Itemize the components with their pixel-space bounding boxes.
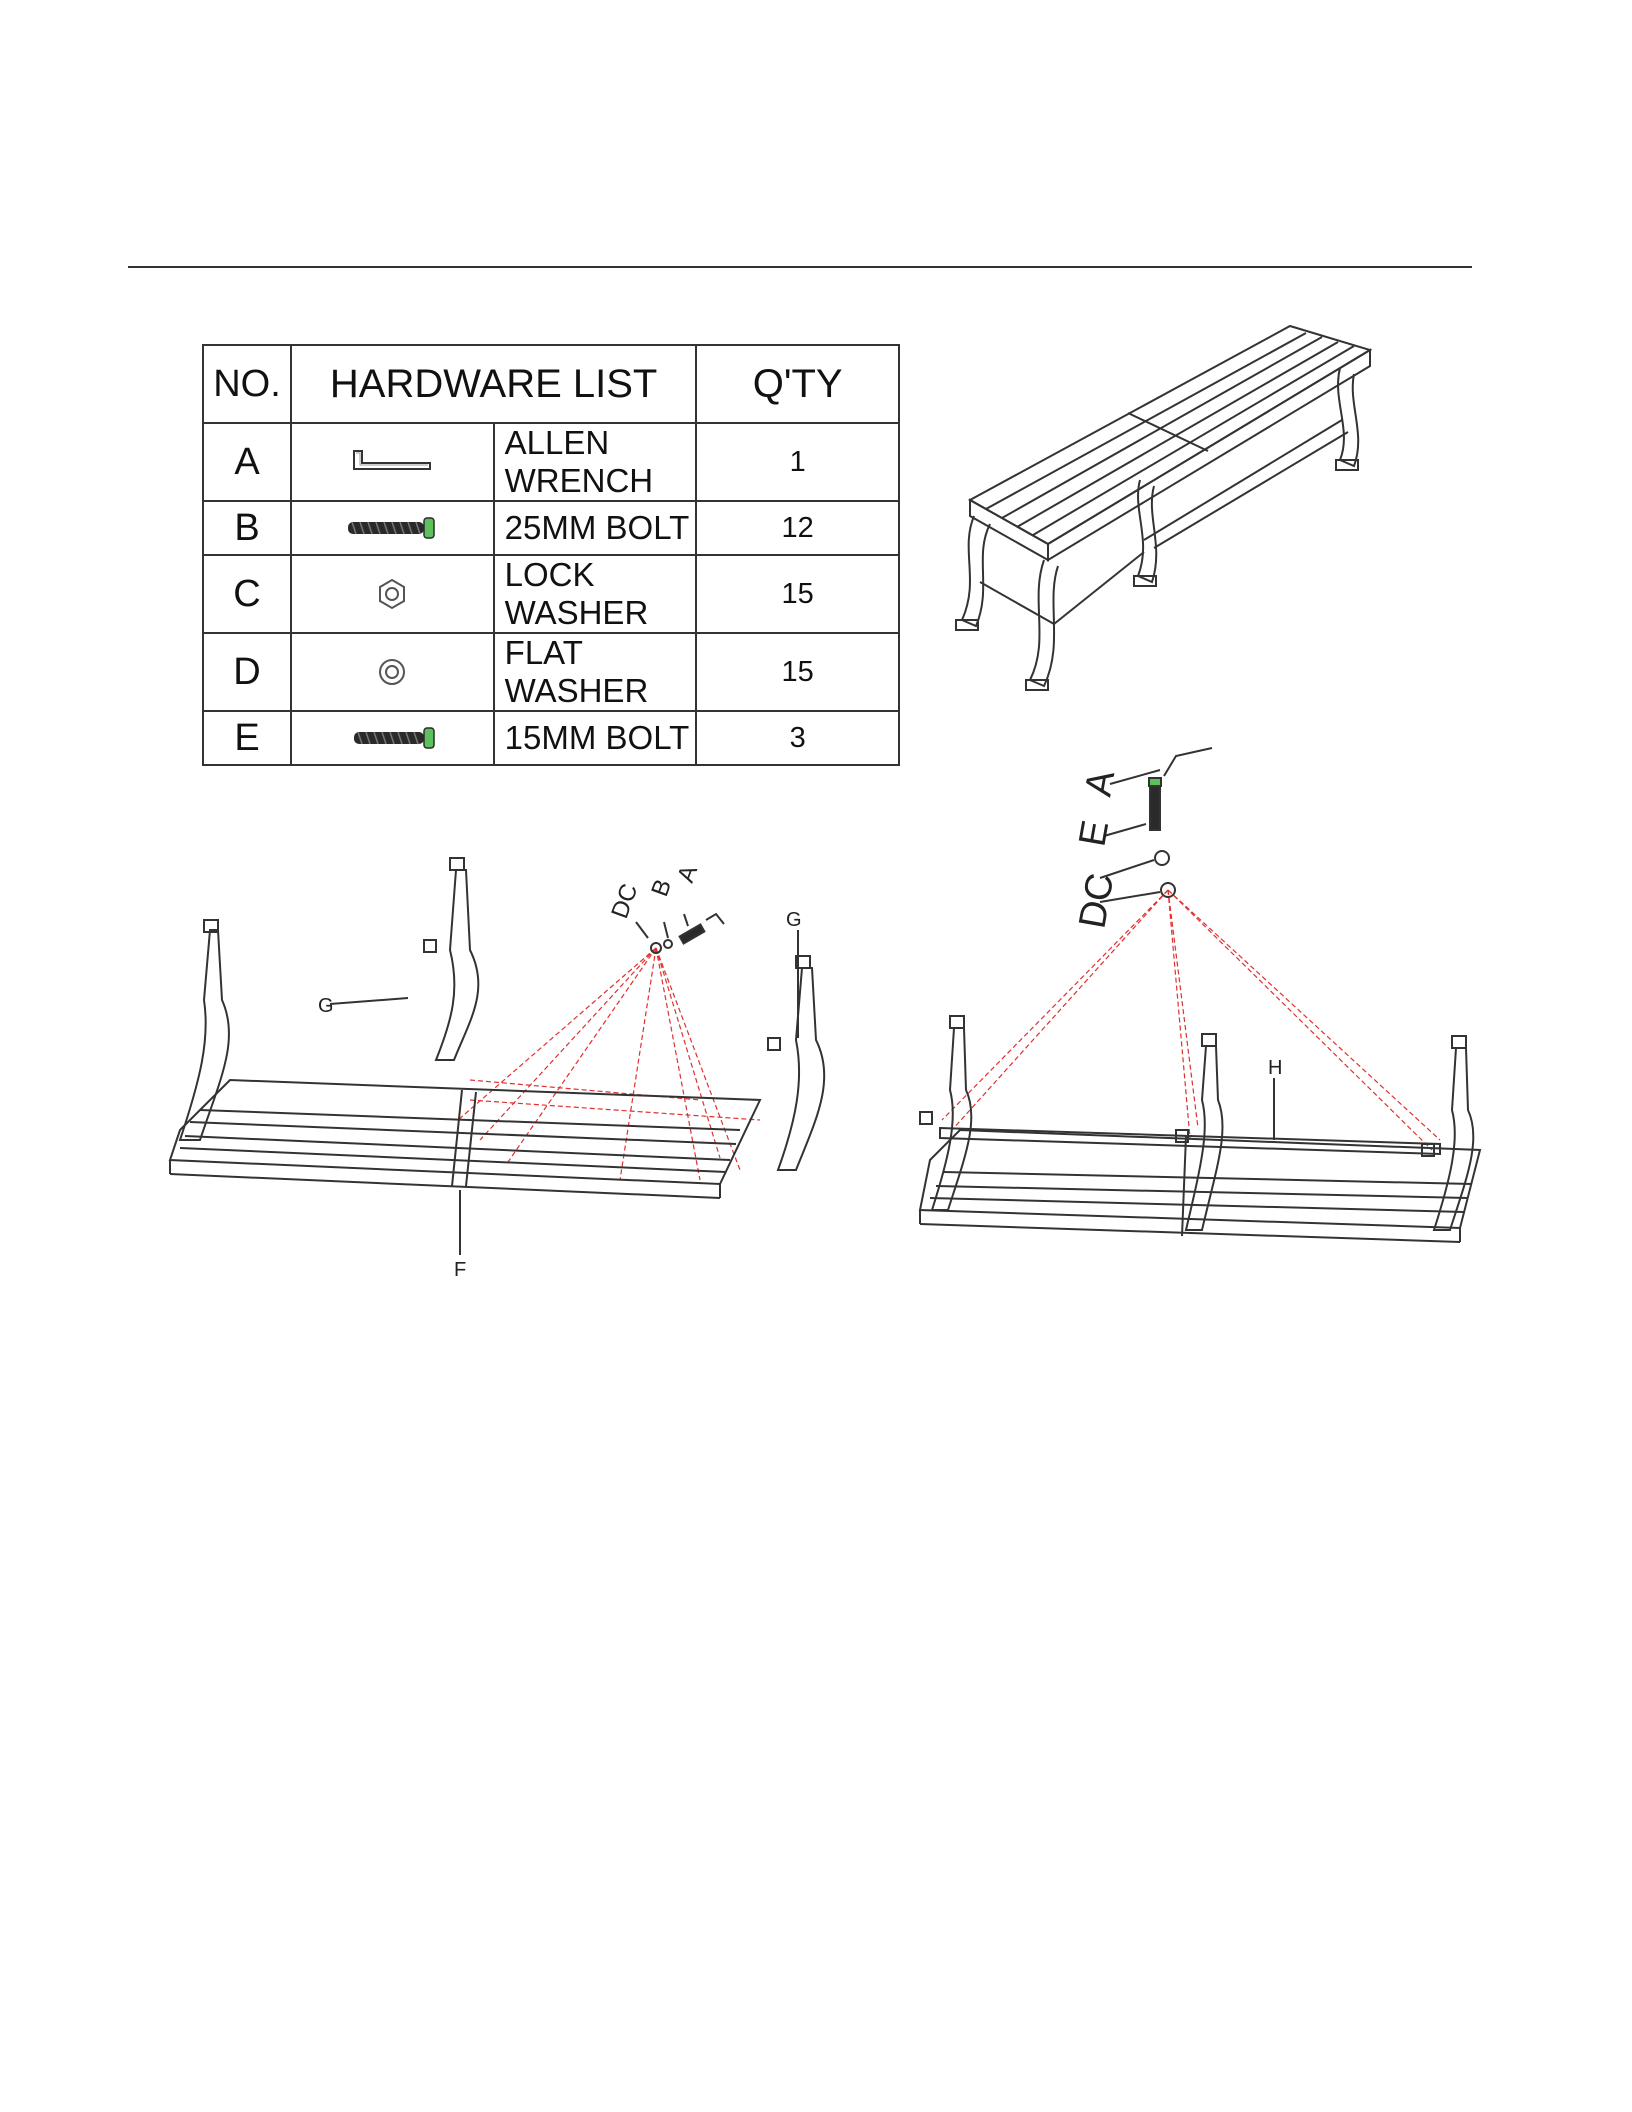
row-name: 25MM BOLT — [494, 501, 697, 555]
label-h: H — [1268, 1057, 1283, 1079]
label-e: E — [1071, 817, 1118, 850]
step1-assembly-illustration — [140, 840, 900, 1290]
washer-c — [1155, 851, 1169, 865]
step2-guide-lines — [942, 890, 1440, 1150]
step1-guide-lines — [458, 948, 760, 1180]
label-a: A — [1077, 767, 1124, 800]
table-row — [203, 423, 899, 501]
row-name: 15MM BOLT — [494, 711, 697, 765]
row-qty: 3 — [696, 711, 899, 765]
short-bolt-icon — [291, 711, 494, 765]
row-no: D — [203, 633, 291, 711]
lock-washer-icon — [291, 555, 494, 633]
label-dc: DC — [1071, 870, 1123, 932]
bolt-b — [680, 925, 705, 944]
row-no: E — [203, 711, 291, 765]
assembled-bench-illustration — [930, 320, 1440, 700]
row-no: A — [203, 423, 291, 501]
leg-g-middle — [436, 870, 478, 1060]
label-g-left: G — [318, 995, 334, 1017]
header-hardware-list: HARDWARE LIST — [291, 345, 696, 423]
leg-g-right — [778, 968, 824, 1170]
row-name: FLAT WASHER — [494, 633, 697, 711]
label-dc: DC — [606, 880, 644, 923]
header-no: NO. — [203, 345, 291, 423]
row-no: B — [203, 501, 291, 555]
wrench-a — [706, 914, 724, 924]
table-row — [203, 633, 899, 711]
long-bolt-icon — [291, 501, 494, 555]
label-f: F — [454, 1259, 467, 1281]
header-rule — [128, 266, 1472, 268]
header-qty: Q'TY — [696, 345, 899, 423]
table-row — [203, 555, 899, 633]
frame-f — [170, 1080, 760, 1184]
label-a: A — [672, 861, 704, 887]
step2-assembly-illustration — [900, 740, 1490, 1280]
table-header-row — [203, 345, 899, 423]
label-g-right: G — [786, 909, 802, 931]
row-qty: 12 — [696, 501, 899, 555]
row-qty: 15 — [696, 633, 899, 711]
row-no: C — [203, 555, 291, 633]
row-name: ALLEN WRENCH — [494, 423, 697, 501]
wrench-a — [1164, 748, 1212, 776]
leg-left-end — [180, 930, 229, 1140]
bolt-e — [1150, 784, 1160, 830]
row-qty: 1 — [696, 423, 899, 501]
row-qty: 15 — [696, 555, 899, 633]
hardware-list-table — [202, 344, 900, 766]
row-name: LOCK WASHER — [494, 555, 697, 633]
allen-wrench-icon — [291, 423, 494, 501]
flat-washer-icon — [291, 633, 494, 711]
label-b: B — [646, 875, 678, 901]
table-row — [203, 501, 899, 555]
table-row — [203, 711, 899, 765]
